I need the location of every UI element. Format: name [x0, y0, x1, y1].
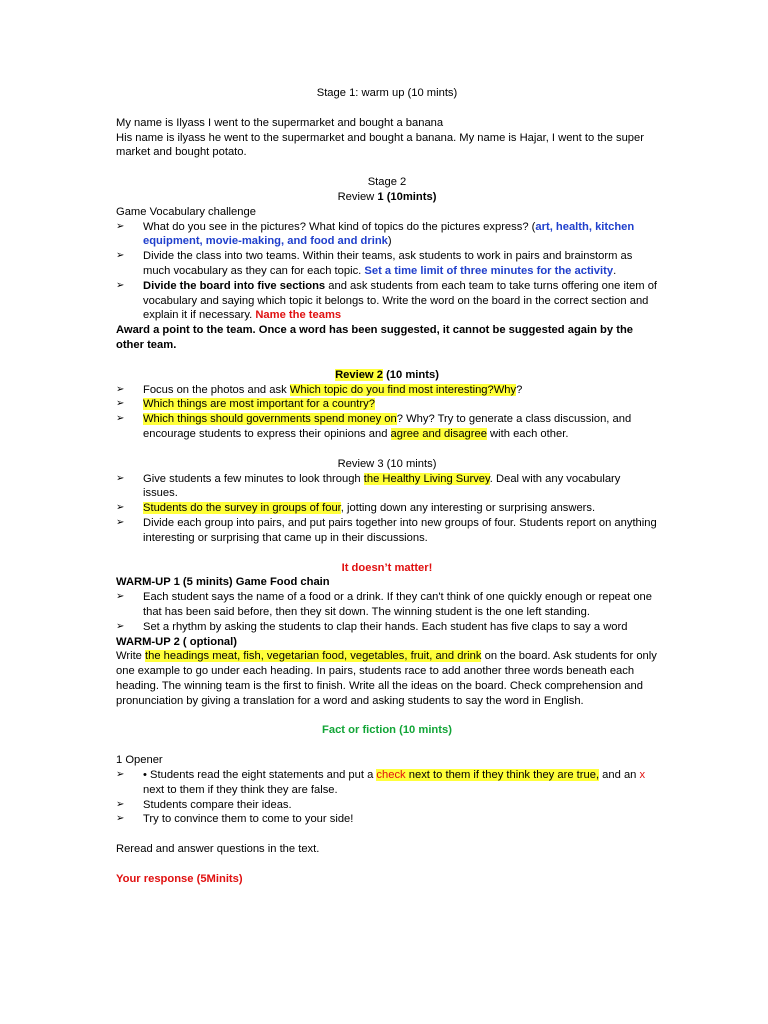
arrow-bullet-icon: ➢ [116, 798, 125, 810]
list-item-text: . [613, 264, 617, 277]
stage1-title: Stage 1: warm up (10 mints) [316, 87, 458, 99]
arrow-bullet-icon: ➢ [116, 220, 125, 232]
agree-highlight: agree and disagree [390, 427, 487, 440]
list-item-bold: Divide the board into five sections [143, 279, 326, 292]
arrow-bullet-icon: ➢ [116, 398, 125, 410]
stage2-list [116, 220, 658, 324]
arrow-bullet-icon: ➢ [116, 250, 125, 262]
list-item [116, 501, 658, 516]
warmup1-title: WARM-UP 1 (5 minits) Game Food chain [116, 576, 330, 589]
list-item-text: . Deal with any vocabulary issues. [143, 472, 621, 500]
game-title: Game Vocabulary challenge [116, 205, 256, 218]
list-item-text: , jotting down any interesting or surprising answers. [340, 502, 596, 515]
fact-or-fiction-title: Fact or fiction (10 mints) [322, 724, 452, 737]
list-item-text: and ask students from each team to take turns offering one item of vocabulary and saying which topic it belongs to. Write the word on the board in the correct section and explain it if necessary. [143, 279, 658, 322]
list-item [116, 620, 658, 635]
review3-title: Review 3 (10 mints) [337, 457, 437, 470]
name-teams-highlight: Name the teams [255, 309, 342, 322]
list-item [116, 220, 658, 250]
list-item [116, 798, 658, 813]
list-item [116, 397, 658, 412]
arrow-bullet-icon: ➢ [116, 591, 125, 603]
list-item [116, 472, 658, 502]
it-doesnt-matter-heading: It doesn’t matter! [341, 561, 433, 574]
question-highlight: Which things are most important for a country? [143, 398, 375, 411]
list-item-text: Divide each group into pairs, and put pairs together into new groups of four. Students report on anything interesting or surprising that came up in their discussions. [143, 516, 657, 544]
opener-list [116, 768, 658, 827]
check-highlight: check [376, 769, 406, 782]
review2-duration: (10 mints) [382, 368, 439, 381]
stage1-line2: His name is ilyass he went to the supermarket and bought a banana. My name is Hajar, I went to the super market and bought potato. [116, 131, 644, 159]
opener-title: 1 Opener [116, 754, 163, 767]
arrow-bullet-icon: ➢ [116, 769, 125, 781]
list-item [116, 812, 658, 827]
list-item-text: Each student says the name of a food or a drink. If they can't think of one quickly enough or repeat one that has been said before, then they sit down. The winning student is the one left standing. [143, 591, 652, 618]
review2-label: Review 2 [335, 368, 383, 381]
arrow-bullet-icon: ➢ [116, 502, 125, 514]
review3-list [116, 472, 658, 546]
list-item-text: and an [599, 769, 640, 782]
question-highlight: Which things should governments spend money on [143, 413, 397, 426]
arrow-bullet-icon: ➢ [116, 516, 125, 528]
reread-note: Reread and answer questions in the text. [116, 843, 320, 856]
time-limit-highlight: Set a time limit of three minutes for the activity [364, 264, 614, 277]
list-item-text: What do you see in the pictures? What kind of topics do the pictures express? ( [143, 220, 536, 233]
survey-highlight: the Healthy Living Survey [363, 472, 490, 485]
review2-title [116, 368, 658, 383]
list-item [116, 768, 658, 798]
review1-duration: 1 (10mints) [377, 190, 437, 203]
list-item [116, 249, 658, 279]
groups-highlight: Students do the survey in groups of four [143, 502, 341, 515]
warmup1-list [116, 590, 658, 634]
stage1-line1: My name is Ilyass I went to the supermarket and bought a banana [116, 116, 444, 129]
arrow-bullet-icon: ➢ [116, 813, 125, 825]
arrow-bullet-icon: ➢ [116, 413, 125, 425]
list-item-text: ) [387, 235, 392, 248]
list-item-text: Students compare their ideas. [143, 798, 292, 811]
list-item [116, 279, 658, 323]
list-item-text: Focus on the photos and ask [143, 383, 290, 396]
your-response-heading: Your response (5Minits) [116, 873, 243, 886]
list-item-text: next to them if they think they are false. [143, 783, 338, 796]
arrow-bullet-icon: ➢ [116, 279, 125, 291]
x-mark: x [639, 769, 646, 782]
warmup2-title: WARM-UP 2 ( optional) [116, 635, 237, 648]
headings-highlight: the headings meat, fish, vegetarian food, vegetables, fruit, and drink [145, 650, 482, 663]
list-item-text: Divide the class into two teams. Within their teams, ask students to work in pairs and brainstorm as much vocabulary as they can for each topic. [143, 250, 633, 277]
topics-highlight: art, health, kitchen equipment, movie-making, and food and drink [143, 220, 635, 248]
list-item-text: Try to convince them to come to your side! [143, 813, 354, 826]
list-item [116, 412, 658, 442]
award-note: Award a point to the team. Once a word has been suggested, it cannot be suggested again by the other team. [116, 324, 633, 351]
question-highlight: Which topic do you find most interesting?Why [289, 383, 517, 396]
list-item-text: • Students read the eight statements and put a [143, 769, 377, 782]
list-item-text: with each other. [486, 427, 569, 440]
list-item [116, 516, 658, 546]
list-item-text: Set a rhythm by asking the students to clap their hands. Each student has five claps to say a word [143, 620, 628, 633]
list-item-text: ? Why? Try to generate a class discussion, and encourage students to express their opinions and [143, 413, 632, 440]
paragraph-text: Write [116, 650, 146, 663]
list-item-text: ? [516, 383, 523, 396]
list-item [116, 590, 658, 620]
review1-title [116, 190, 658, 205]
arrow-bullet-icon: ➢ [116, 383, 125, 395]
warmup2-text [116, 649, 658, 708]
stage2-title: Stage 2 [367, 176, 407, 189]
list-item-text: Give students a few minutes to look through [143, 472, 364, 485]
arrow-bullet-icon: ➢ [116, 472, 125, 484]
paragraph-text: on the board. Ask students for only one example to go under each heading. In pairs, students race to add another three words beneath each heading. The winning team is the first to finish. Write all the ideas on the board. Check comprehension and pronunciation by giving a translation for a word and asking students to say the word in English. [116, 650, 657, 707]
list-item [116, 383, 658, 398]
review1-label: Review [337, 190, 378, 203]
arrow-bullet-icon: ➢ [116, 620, 125, 632]
true-highlight: next to them if they think they are true, [405, 769, 600, 782]
review2-list [116, 383, 658, 442]
